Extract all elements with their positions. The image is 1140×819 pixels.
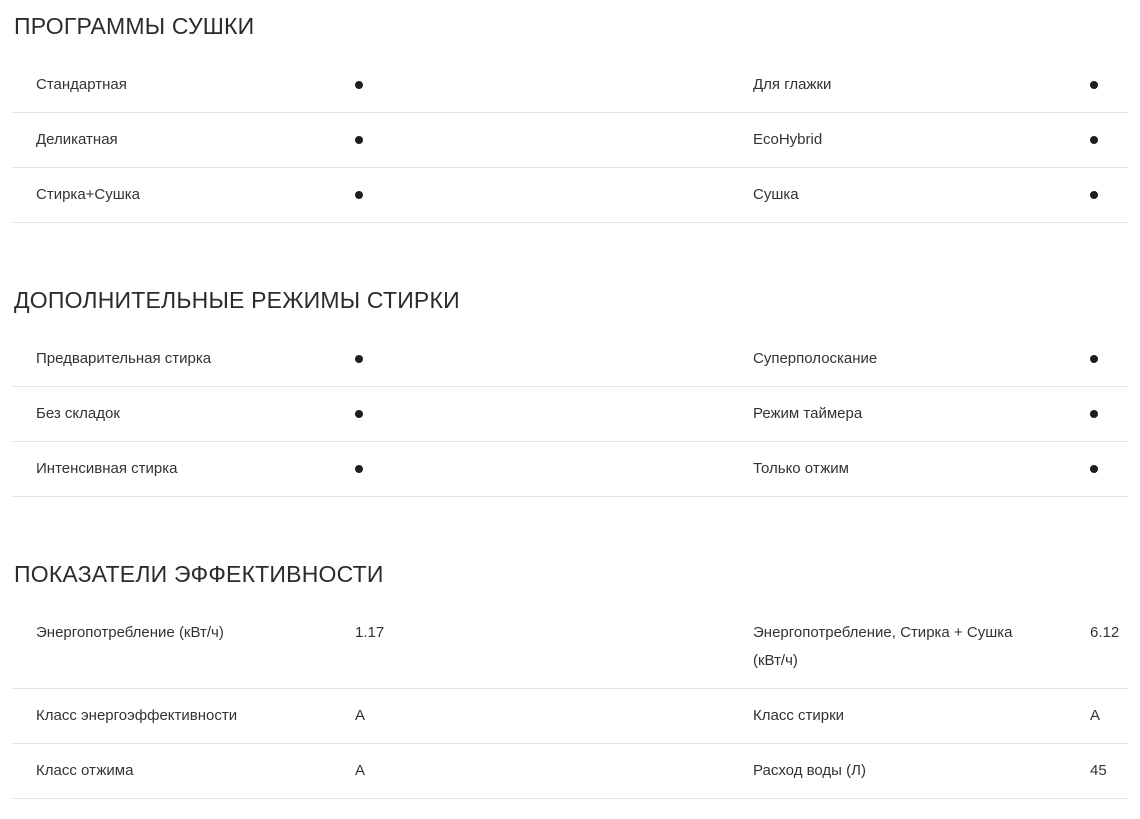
spec-value [1090,126,1128,154]
spec-value: A [355,707,366,724]
spec-label: Класс отжима [36,762,134,779]
spec-value [355,181,753,209]
spec-row [12,606,1128,689]
spec-label: Суперполоскание [753,350,878,367]
spec-row [12,689,1128,744]
spec-table [12,332,1128,497]
spec-table [12,58,1128,223]
spec-value: 45 [1090,762,1107,779]
spec-value [1090,345,1128,373]
section-title: ПРОГРАММЫ СУШКИ [14,13,255,39]
spec-label: Стирка+Сушка [36,186,141,203]
spec-label: Для глажки [753,76,832,93]
spec-value: 1.17 [355,624,385,641]
spec-label: EcoHybrid [753,131,823,148]
feature-present-dot-icon [355,465,363,473]
spec-label: Сушка [753,186,799,203]
spec-label: Класс стирки [753,707,845,724]
spec-label: Класс энергоэффективности [36,707,238,724]
spec-row [12,168,1128,223]
spec-label: Стандартная [36,76,127,93]
spec-value [355,455,753,483]
section-additional-wash-modes [0,286,1140,497]
section-drying-programs [0,12,1140,223]
spec-label: Расход воды (Л) [753,762,866,779]
section-title: ДОПОЛНИТЕЛЬНЫЕ РЕЖИМЫ СТИРКИ [14,287,460,313]
feature-present-dot-icon [355,355,363,363]
feature-present-dot-icon [1090,410,1098,418]
feature-present-dot-icon [1090,355,1098,363]
spec-value [355,126,753,154]
spec-label: Энергопотребление, Стирка + Сушка (кВт/ч) [753,624,1013,669]
spec-label: Без складок [36,405,120,422]
spec-value [355,400,753,428]
spec-label: Энергопотребление (кВт/ч) [36,624,224,641]
spec-row [12,113,1128,168]
spec-row [12,58,1128,113]
spec-label: Интенсивная стирка [36,460,178,477]
section-efficiency-indicators [0,560,1140,799]
spec-row [12,387,1128,442]
product-specs-page [0,12,1140,819]
feature-present-dot-icon [1090,81,1098,89]
spec-row [12,442,1128,497]
feature-present-dot-icon [355,410,363,418]
spec-value [355,345,753,373]
spec-label: Режим таймера [753,405,863,422]
spec-row [12,744,1128,799]
section-title: ПОКАЗАТЕЛИ ЭФФЕКТИВНОСТИ [14,561,384,587]
spec-value [1090,71,1128,99]
feature-present-dot-icon [355,191,363,199]
spec-value: A [1090,707,1101,724]
spec-label: Предварительная стирка [36,350,212,367]
feature-present-dot-icon [1090,465,1098,473]
spec-value [355,71,753,99]
feature-present-dot-icon [355,81,363,89]
spec-label: Деликатная [36,131,118,148]
feature-present-dot-icon [1090,191,1098,199]
spec-value [1090,400,1128,428]
spec-row [12,332,1128,387]
spec-value: A [355,762,366,779]
feature-present-dot-icon [355,136,363,144]
spec-value [1090,455,1128,483]
feature-present-dot-icon [1090,136,1098,144]
spec-label: Только отжим [753,460,849,477]
spec-value: 6.12 [1090,624,1120,641]
spec-value [1090,181,1128,209]
spec-table [12,606,1128,799]
